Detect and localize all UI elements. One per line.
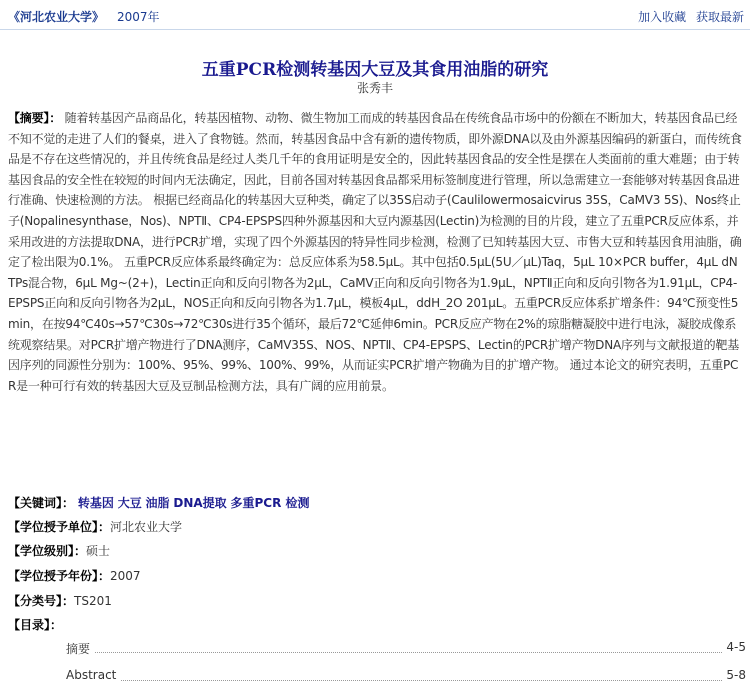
class-number-label: 【分类号】： (8, 594, 75, 608)
toc-leader-dots (66, 640, 746, 653)
degree-level-value: 硕士 (86, 544, 111, 558)
get-latest-link[interactable]: 获取最新 (695, 10, 744, 24)
degree-year-value: 2007 (110, 569, 141, 583)
paper-author[interactable]: 张秀丰 (356, 81, 393, 95)
keyword-link[interactable]: 转基因 (77, 496, 114, 510)
add-favorite-link[interactable]: 加入收藏 (638, 10, 687, 24)
paper-title: 五重PCR检测转基因大豆及其食用油脂的研究 (201, 60, 549, 80)
degree-year-label: 【学位授予年份】： (8, 569, 111, 583)
top-bar (0, 0, 750, 30)
abstract-block (8, 108, 744, 396)
toc-entry-name: 摘要 (66, 640, 94, 657)
keyword-link[interactable]: DNA提取 (173, 496, 227, 510)
journal-source-link[interactable]: 《河北农业大学》 (8, 10, 105, 24)
toc-entry[interactable] (66, 668, 746, 686)
keywords-label: 【关键词】： (8, 496, 75, 510)
degree-unit-value[interactable]: 河北农业大学 (110, 520, 183, 534)
toc-entry[interactable] (66, 640, 746, 658)
abstract-label: 【摘要】： (8, 111, 62, 125)
toc-entry-name: Abstract (66, 668, 120, 682)
toc-entry-pages: 4-5 (722, 640, 746, 654)
keyword-link[interactable]: 油脂 (145, 496, 170, 510)
publication-year: 2007年 (117, 10, 160, 24)
class-number-row (8, 592, 112, 609)
toc-leader-dots (66, 668, 746, 681)
toc-heading-row (8, 616, 62, 633)
divider (0, 29, 750, 30)
degree-level-label: 【学位级别】： (8, 544, 87, 558)
degree-unit-label: 【学位授予单位】： (8, 520, 111, 534)
degree-year-row (8, 567, 141, 584)
abstract-text: 随着转基因产品商品化，转基因植物、动物、微生物加工而成的转基因食品在传统食品市场中的份额在不断加大，转基因食品已经不知不觉的走进了人们的餐桌，进入了食物链。然而，转基因食品中含有新的遗传物质，即外源DNA以及由外源基因编码的新蛋白，而传统食品是不存在这些情况的，并且传统食品是经过人类几千年的食用证明是安全的，因此转基因食品的安全性是摆在人类面前的重大难题；由于转基因食品的安全性在较短的时间内无法确定，因此，目前各国对转基因食品都采用标签制度进行管理，所以急需建立一套能够对转基因食品进行准确、快速检测的方法。 根据已经商品化的转基因大豆种类，确定了以35S启动子(Caulilowermosaicvirus 35S，CaMV3 5S)、Nos终止子(Nopalinesynthase，Nos)、NPTⅡ、CP4-EPSPS四种外源基因和大豆内源基因(Lectin)为检测的目的片段，建立了五重PCR反应体系，并采用改进的方法提取DNA，进行PCR扩增，实现了四个外源基因的特异性同步检测，检测了已知转基因大豆、市售大豆和转基因食用油脂，确定了检出限为0.1%。 五重PCR反应体系最终确定为：总反应体系为58.5μL。其中包括0.5μL(5U／μL)Taq，5μL 10×PCR buffer，4μL dNTPs混合物，6μL Mg~(2+)，Lectin正向和反向引物各为2μL，CaMV正向和反向引物各为1.9μL，NPTⅡ正向和反向引物各为1.91μL，CP4-EPSPS正向和反向引物各为2μL，NOS正向和反向引物各为1.7μL，模板4μL，ddH_2O 201μL。五重PCR反应体系扩增条件：94℃预变性5min，在按94℃40s→57℃30s→72℃30s进行35个循环，最后72℃延伸6min。PCR反应产物在2%的琼脂糖凝胶中进行电泳，凝胶成像系统观察结果。对PCR扩增产物进行了DNA测序，CaMV35S、NOS、NPTⅡ、CP4-EPSPS、Lectin的PCR扩增产物DNA序列与文献报道的靶基因序列的同源性分别为：100%、95%、99%、100%、99%，从而证实PCR扩增产物确为目的扩增产物。 通过本论文的研究表明，五重PCR是一种可行有效的转基因大豆及豆制品检测方法，具有广阔的应用前景。 (8, 111, 742, 393)
degree-unit-row (8, 518, 182, 535)
toc-entry-pages: 5-8 (722, 668, 746, 682)
toc-label: 【目录】： (8, 618, 63, 632)
degree-level-row (8, 542, 110, 559)
keyword-link[interactable]: 多重PCR 检测 (230, 496, 310, 510)
top-links (632, 8, 744, 25)
class-number-value: TS201 (74, 594, 112, 608)
keywords-row (8, 494, 310, 511)
keyword-link[interactable]: 大豆 (117, 496, 142, 510)
